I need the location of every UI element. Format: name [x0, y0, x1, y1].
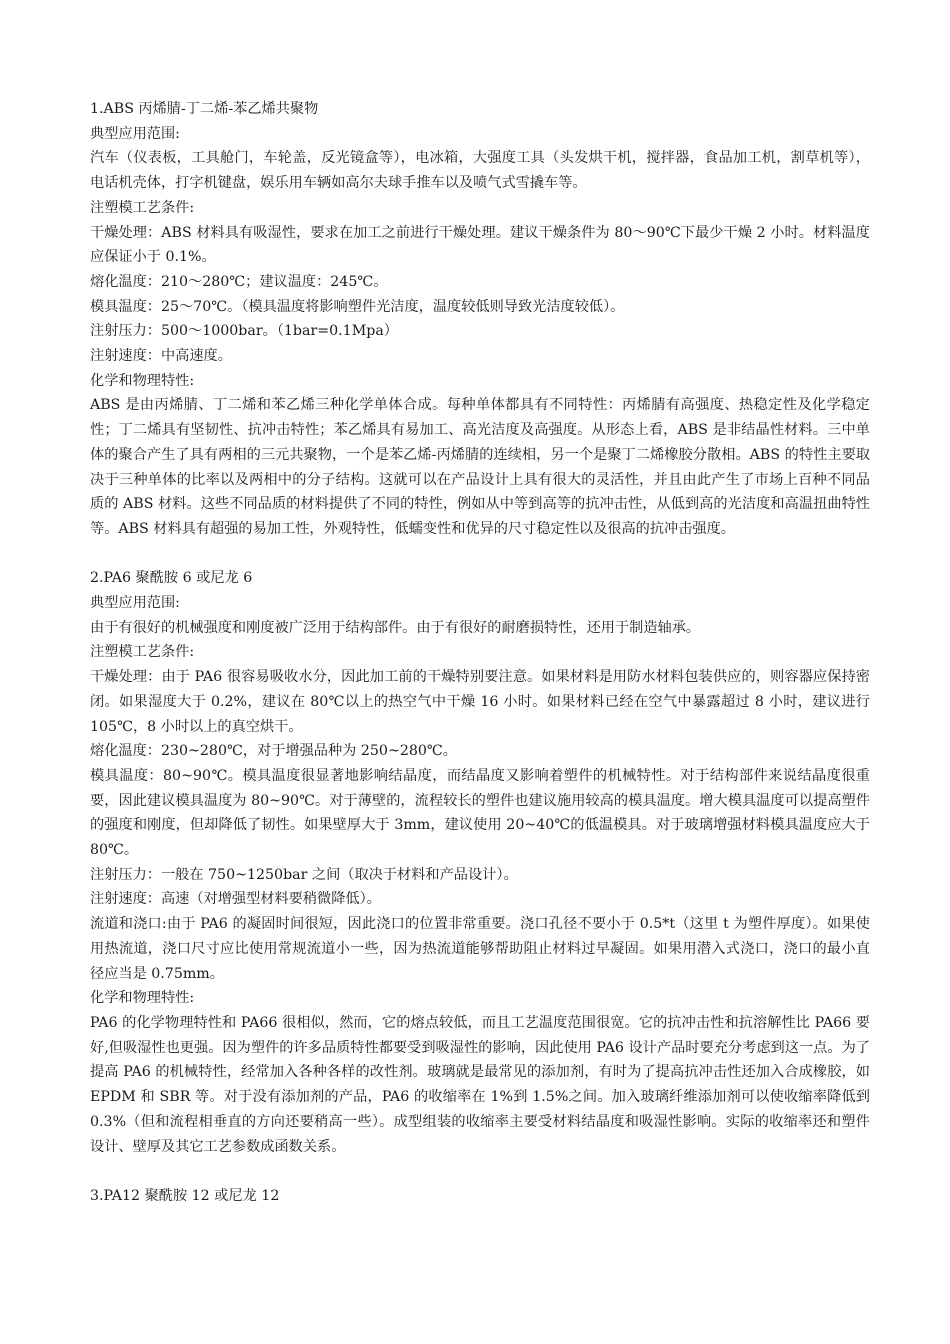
drying-text: 干燥处理：由于 PA6 很容易吸收水分，因此加工前的干燥特别要注意。如果材料是用防水材料包装供应的，则容器应保持密闭。如果湿度大于 0.2%，建议在 80℃以上的热空气中干燥 16 小时。如果材料已经在空气中暴露超过 8 小时，建议进行 105℃，8 小时以上的真空烘干。 — [90, 669, 870, 735]
melt-temperature-text: 熔化温度：210～280℃；建议温度：245℃。 — [90, 273, 388, 290]
mold-temperature-text: 模具温度：25～70℃。（模具温度将影响塑件光洁度，温度较低则导致光洁度较低）。 — [90, 298, 625, 315]
paragraph-gap — [90, 1159, 870, 1184]
properties-label: 化学和物理特性: — [90, 372, 195, 389]
drying-text: 干燥处理：ABS 材料具有吸湿性，要求在加工之前进行干燥处理。建议干燥条件为 80～90℃下最少干燥 2 小时。材料温度应保证小于 0.1%。 — [90, 224, 870, 266]
injection-pressure-text: 注射压力：500～1000bar。（1bar=0.1Mpa） — [90, 323, 398, 340]
section-title: 1.ABS 丙烯腈-丁二烯-苯乙烯共聚物 — [90, 101, 319, 117]
properties-label: 化学和物理特性: — [90, 990, 195, 1007]
runner-gate-text: 流道和浇口:由于 PA6 的凝固时间很短，因此浇口的位置非常重要。浇口孔径不要小于 0.5*t（这里 t 为塑件厚度）。如果使用热流道，浇口尺寸应比使用常规流道小一些，因为热流道能够帮助阻止材料过早凝固。如果用潜入式浇口，浇口的最小直径应当是 0.75mm。 — [90, 916, 870, 982]
application-label: 典型应用范围: — [90, 595, 180, 612]
application-text: 由于有很好的机械强度和刚度被广泛用于结构部件。由于有很好的耐磨损特性，还用于制造轴承。 — [90, 619, 701, 636]
application-text: 汽车（仪表板，工具舱门，车轮盖，反光镜盒等），电冰箱，大强度工具（头发烘干机，搅拌器，食品加工机，割草机等），电话机壳体，打字机键盘，娱乐用车辆如高尔夫球手推车以及喷气式雪撬车等。 — [90, 150, 870, 192]
section-abs — [90, 97, 870, 542]
section-title: 3.PA12 聚酰胺 12 或尼龙 12 — [90, 1187, 280, 1204]
section-pa6 — [90, 566, 870, 1159]
process-label: 注塑模工艺条件: — [90, 644, 195, 661]
paragraph-gap — [90, 542, 870, 567]
section-pa12 — [90, 1184, 870, 1209]
process-label: 注塑模工艺条件: — [90, 199, 195, 216]
section-title: 2.PA6 聚酰胺 6 或尼龙 6 — [90, 570, 253, 587]
injection-pressure-text: 注射压力：一般在 750~1250bar 之间（取决于材料和产品设计）。 — [90, 866, 518, 883]
application-label: 典型应用范围: — [90, 125, 180, 142]
properties-text: PA6 的化学物理特性和 PA66 很相似，然而，它的熔点较低，而且工艺温度范围很宽。它的抗冲击性和抗溶解性比 PA66 要好,但吸湿性也更强。因为塑件的许多品质特性都要受到吸湿性的影响，因此使用 PA6 设计产品时要充分考虑到这一点。为了提高 PA6 的机械特性，经常加入各种各样的改性剂。玻璃就是最常见的添加剂，有时为了提高抗冲击性还加入合成橡胶，如 EPDM 和 SBR 等。对于没有添加剂的产品，PA6 的收缩率在 1%到 1.5%之间。加入玻璃纤维添加剂可以使收缩率降低到 0.3%（但和流程相垂直的方向还要稍高一些）。成型组装的收缩率主要受材料结晶度和吸湿性影响。实际的收缩率还和塑件设计、壁厚及其它工艺参数成函数关系。 — [90, 1015, 870, 1155]
injection-speed-text: 注射速度：中高速度。 — [90, 348, 232, 365]
document-page — [90, 97, 870, 1209]
properties-text: ABS 是由丙烯腈、丁二烯和苯乙烯三种化学单体合成。每种单体都具有不同特性：丙烯腈有高强度、热稳定性及化学稳定性；丁二烯具有坚韧性、抗冲击特性；苯乙烯具有易加工、高光洁度及高强度。从形态上看，ABS 是非结晶性材料。三中单体的聚合产生了具有两相的三元共聚物，一个是苯乙烯-丙烯腈的连续相，另一个是聚丁二烯橡胶分散相。ABS 的特性主要取决于三种单体的比率以及两相中的分子结构。这就可以在产品设计上具有很大的灵活性，并且由此产生了市场上百种不同品质的 ABS 材料。这些不同品质的材料提供了不同的特性，例如从中等到高等的抗冲击性，从低到高的光洁度和高温扭曲特性等。ABS 材料具有超强的易加工性，外观特性，低蠕变性和优异的尺寸稳定性以及很高的抗冲击强度。 — [90, 397, 870, 537]
mold-temperature-text: 模具温度：80~90℃。模具温度很显著地影响结晶度，而结晶度又影响着塑件的机械特性。对于结构部件来说结晶度很重要，因此建议模具温度为 80~90℃。对于薄壁的，流程较长的塑件也建议施用较高的模具温度。增大模具温度可以提高塑件的强度和刚度，但却降低了韧性。如果壁厚大于 3mm，建议使用 20~40℃的低温模具。对于玻璃增强材料模具温度应大于 80℃。 — [90, 767, 870, 859]
melt-temperature-text: 熔化温度：230~280℃，对于增强品种为 250~280℃。 — [90, 743, 457, 760]
injection-speed-text: 注射速度：高速（对增强型材料要稍微降低）。 — [90, 891, 381, 908]
